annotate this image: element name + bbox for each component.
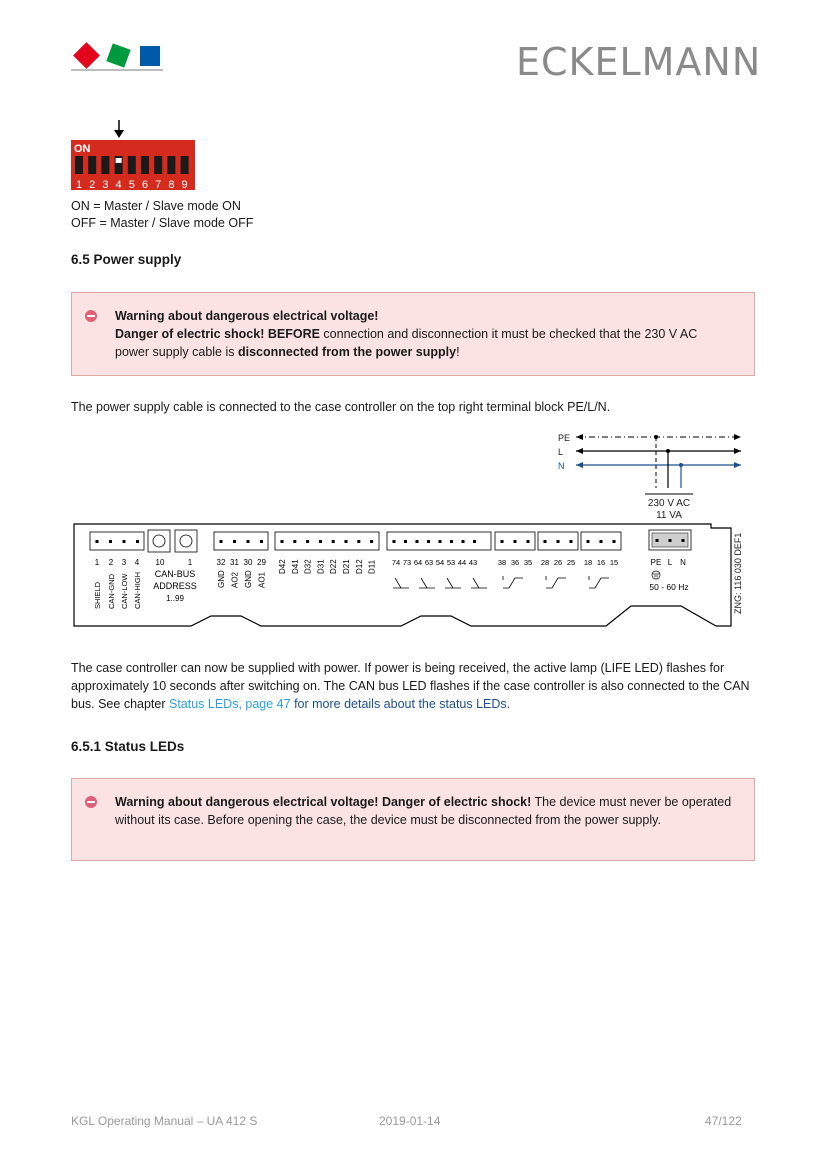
terminal-pin <box>682 539 685 542</box>
address-range: 1..99 <box>166 594 184 603</box>
dip-switch-1 <box>75 156 83 174</box>
dip-switch-figure <box>71 118 197 192</box>
di-label-D11: D11 <box>367 559 377 574</box>
footer-document: KGL Operating Manual – UA 412 S <box>71 1114 258 1128</box>
dip-switch-6 <box>141 156 149 174</box>
dip-number-9: 9 <box>181 179 188 191</box>
terminal-pin <box>345 540 348 543</box>
wiring-diagram <box>71 426 761 636</box>
dip-number-3: 3 <box>102 179 109 191</box>
can-label-low: CAN-LOW <box>120 573 129 609</box>
address-sub: ADDRESS <box>153 581 197 591</box>
paragraph-status: The case controller can now be supplied with power. If power is being received, the active lamp (LIFE LED) flashes for approximately 10 seconds after switching on. The CAN bus LED flashes if the case controller is also connected to the CAN bus. See chapter Status LEDs, page 47 for more details about the status LEDs. <box>71 661 750 711</box>
ao-label-1: AO2 <box>230 571 240 588</box>
terminal-pin <box>557 540 560 543</box>
ao-label-3: AO1 <box>257 571 267 588</box>
ao-num-32: 32 <box>216 558 226 567</box>
can-label-gnd: CAN-GND <box>107 574 116 609</box>
supply-power: 11 VA <box>656 510 682 521</box>
dip-switch-5 <box>128 156 136 174</box>
address-switch-1 <box>175 530 197 552</box>
subsection-heading: 6.5.1 Status LEDs <box>71 739 185 754</box>
dip-number-1: 1 <box>75 179 83 191</box>
can-num-3: 3 <box>121 558 127 567</box>
can-label-high: CAN-HIGH <box>133 571 142 609</box>
terminal-l: L <box>667 558 673 567</box>
ao-label-0: GND <box>217 570 226 588</box>
relay-num-16: 16 <box>596 558 606 567</box>
terminal-pin <box>281 540 284 543</box>
relay-num-43: 43 <box>468 558 478 567</box>
terminal-pin <box>109 540 112 543</box>
di-label-D42: D42 <box>278 559 287 574</box>
terminal-pin <box>136 540 139 543</box>
terminal-pin <box>123 540 126 543</box>
terminal-pin <box>669 539 672 542</box>
can-num-4: 4 <box>134 558 140 567</box>
terminal-pin <box>260 540 263 543</box>
terminal-pin <box>473 540 476 543</box>
section-heading: 6.5 Power supply <box>71 252 182 267</box>
drawing-number: ZNG: 116 030 DEF1 <box>733 532 743 614</box>
relay-num-44: 44 <box>457 558 467 567</box>
relay-num-64: 64 <box>413 558 423 567</box>
terminal-pin <box>527 540 530 543</box>
terminal-pe: PE <box>650 558 662 567</box>
di-label-D31: D31 <box>316 559 326 574</box>
terminal-pin <box>404 540 407 543</box>
warning-minus-icon <box>85 796 97 808</box>
terminal-pin <box>370 540 373 543</box>
terminal-pin <box>416 540 419 543</box>
logo-green-square <box>106 43 130 67</box>
terminal-pin <box>427 540 430 543</box>
dip-switch-7 <box>154 156 162 174</box>
line-label-pe: PE <box>558 433 571 443</box>
dip-number-6: 6 <box>141 179 149 191</box>
arrow-down-icon <box>114 120 124 138</box>
frequency-label: 50 - 60 Hz <box>649 582 689 592</box>
terminal-pin <box>613 540 616 543</box>
di-label-D21: D21 <box>342 559 351 574</box>
address-num-1: 1 <box>187 558 193 567</box>
terminal-pin <box>319 540 322 543</box>
terminal-pin <box>450 540 453 543</box>
dip-on-label: ON <box>74 143 91 155</box>
supply-voltage: 230 V AC <box>647 498 691 509</box>
di-label-D12: D12 <box>354 559 364 574</box>
terminal-pin <box>306 540 309 543</box>
di-label-D41: D41 <box>290 559 300 574</box>
terminal-pin <box>293 540 296 543</box>
dip-number-5: 5 <box>128 179 135 191</box>
relay-num-73: 73 <box>402 558 412 567</box>
address-switch-10 <box>148 530 170 552</box>
relay-num-38: 38 <box>497 558 507 567</box>
dip-switch-8 <box>167 156 175 174</box>
terminal-pin <box>439 540 442 543</box>
di-label-D22: D22 <box>329 559 339 574</box>
address-title: CAN-BUS <box>154 569 196 579</box>
dip-switch-9 <box>181 156 189 174</box>
terminal-pin <box>220 540 223 543</box>
terminal-pin <box>514 540 517 543</box>
relay-num-26: 26 <box>553 558 563 567</box>
terminal-pin <box>357 540 360 543</box>
can-num-2: 2 <box>108 558 114 567</box>
company-logo <box>71 40 163 72</box>
footer-page: 47/122 <box>705 1114 742 1128</box>
ao-label-2: GND <box>244 570 253 588</box>
dip-off-text: OFF = Master / Slave mode OFF <box>71 216 254 230</box>
dip-on-text: ON = Master / Slave mode ON <box>71 199 241 213</box>
can-label-shield: SHIELD <box>93 581 102 609</box>
terminal-pin <box>501 540 504 543</box>
ao-num-31: 31 <box>230 558 239 567</box>
dip-number-7: 7 <box>155 179 162 191</box>
relay-num-63: 63 <box>424 558 434 567</box>
relay-num-74: 74 <box>391 558 401 567</box>
warning-box-voltage <box>71 292 755 376</box>
relay-num-53: 53 <box>446 558 456 567</box>
terminal-pin <box>544 540 547 543</box>
terminal-pin <box>656 539 659 542</box>
ao-num-29: 29 <box>257 558 266 567</box>
dip-switch-3 <box>101 156 109 174</box>
dip-switch-knob-on <box>116 158 122 163</box>
logo-red-square <box>73 42 100 69</box>
terminal-pin <box>233 540 236 543</box>
relay-num-18: 18 <box>583 558 593 567</box>
dip-number-8: 8 <box>168 179 175 191</box>
dip-number-4: 4 <box>115 179 122 191</box>
status-leds-link[interactable]: Status LEDs, page 47 <box>168 697 291 711</box>
logo-blue-square <box>140 46 160 66</box>
relay-contact-symbols <box>393 576 609 588</box>
supply-lines <box>558 433 741 521</box>
terminal-pin <box>393 540 396 543</box>
warning-box-case <box>71 778 755 861</box>
paragraph-power-cable: The power supply cable is connected to the case controller on the top right terminal block PE/L/N. <box>71 400 611 414</box>
relay-num-36: 36 <box>510 558 520 567</box>
relay-num-25: 25 <box>566 558 576 567</box>
line-label-l: L <box>558 447 564 457</box>
brand-name: ECKELMANN <box>516 40 762 84</box>
terminal-pin <box>600 540 603 543</box>
ground-icon <box>652 571 660 579</box>
ao-num-30: 30 <box>243 558 253 567</box>
warning-text: Warning about dangerous electrical voltage! Danger of electric shock! BEFORE connection and disconnection it must be checked that the 230 V AC power supply cable is disconnected from the power supply! <box>115 309 698 359</box>
terminal-n: N <box>680 558 686 567</box>
terminal-pin <box>570 540 573 543</box>
dip-switch-2 <box>88 156 96 174</box>
terminal-pin <box>462 540 465 543</box>
terminal-pin <box>96 540 99 543</box>
warning-minus-icon <box>85 310 97 322</box>
di-label-D32: D32 <box>303 559 313 574</box>
relay-num-54: 54 <box>435 558 445 567</box>
warning-title: Warning about dangerous electrical voltage! <box>115 309 379 323</box>
footer-date: 2019-01-14 <box>379 1114 441 1128</box>
relay-num-28: 28 <box>540 558 550 567</box>
address-num-10: 10 <box>155 558 165 567</box>
line-label-n: N <box>558 461 565 471</box>
terminal-pin <box>332 540 335 543</box>
warning-text-case: Warning about dangerous electrical voltage! Danger of electric shock! The device must never be operated without its case. Before opening the case, the device must be disconnected from the power supply. <box>115 795 732 827</box>
dip-number-2: 2 <box>89 179 96 191</box>
can-num-1: 1 <box>94 558 100 567</box>
terminal-pin <box>587 540 590 543</box>
terminal-pin <box>247 540 250 543</box>
relay-num-15: 15 <box>609 558 619 567</box>
relay-num-35: 35 <box>523 558 533 567</box>
